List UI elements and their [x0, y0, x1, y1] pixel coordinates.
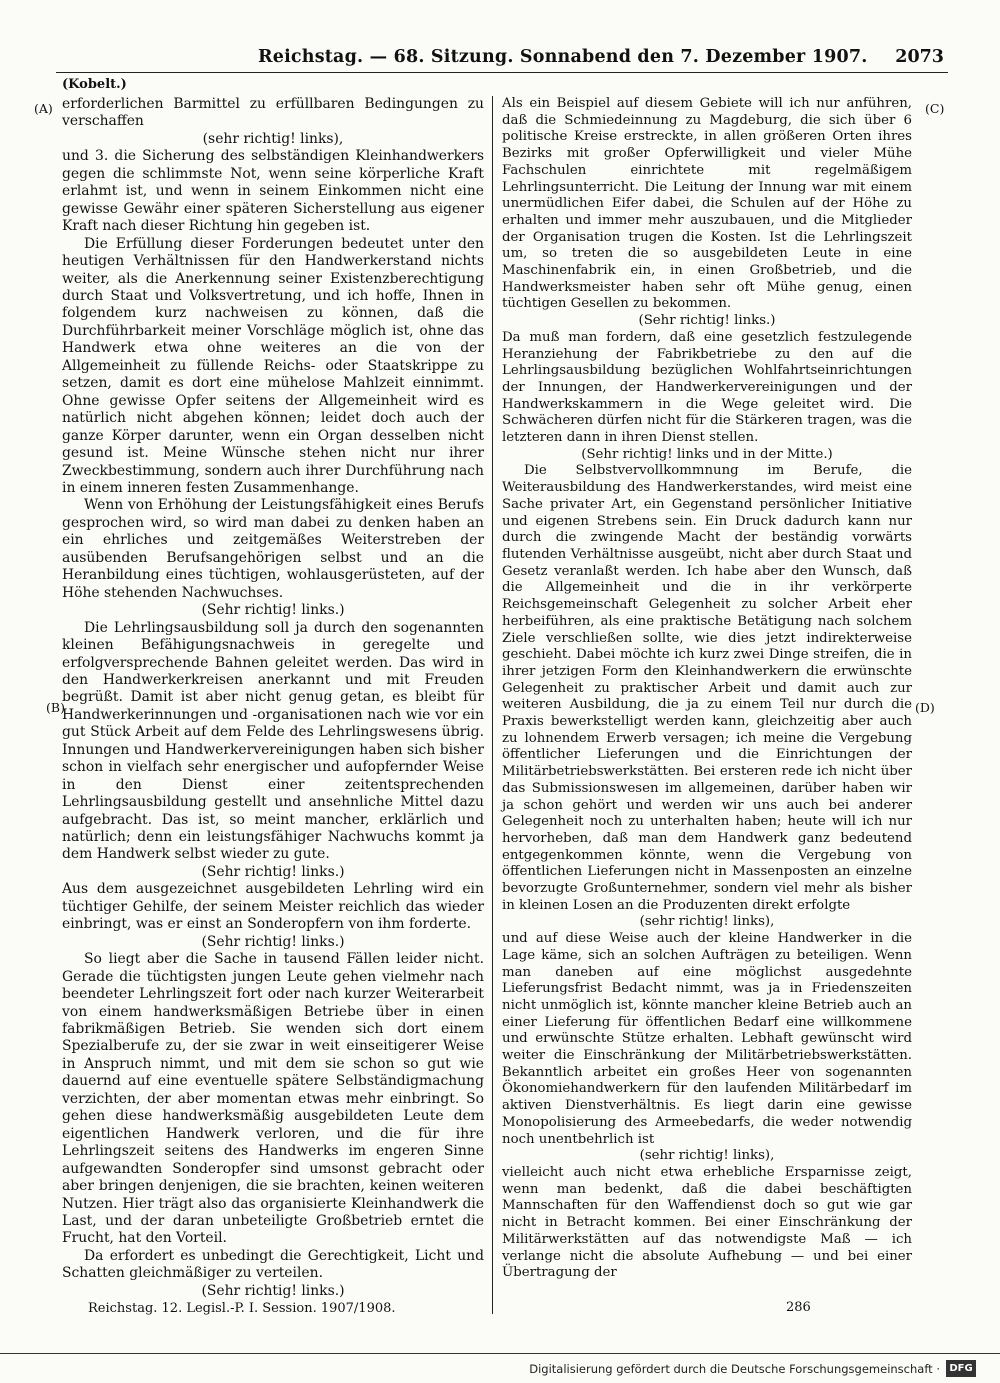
left-text-column [62, 96, 484, 1300]
column-divider [492, 96, 493, 1314]
left-paragraph: So liegt aber die Sache in tausend Fällen leider nicht. Gerade die tüchtigsten jungen Leute gehen vielmehr nach beendeter Lehrlingszeit fort oder nach kurzer Weiterarbeit von einem handwerksmäßigen Betriebe über in einen fabrikmäßigen Betrieb. Sie wenden sich dort einem Spezialberufe zu, der sie zwar in weit einseitigerer Weise in Anspruch nimmt, und mit dem sie schon so gut wie dauernd auf eine eventuelle spätere Selbständigmachung verzichten, der aber momentan etwas mehr einbringt. So gehen diese handwerksmäßig ausgebildeten Leute dem eigentlichen Handwerk verloren, und die für ihre Lehrlingszeit seitens des Handwerks im engeren Sinne aufgewandten Sonderopfer sind umsonst gebracht oder aber bringen denjenigen, die sie brachten, keinen weiteren Nutzen. Hier trägt also das organisierte Kleinhandwerk die Last, und der daran unbeteiligte Großbetrieb erntet die Frucht, hat den Vorteil. [62, 951, 484, 1247]
left-paragraph: Aus dem ausgezeichnet ausgebildeten Lehrling wird ein tüchtiger Gehilfe, der seinem Meister reichlich das wieder einbringt, was er einst an Sonderopfern von ihm forderte. [62, 881, 484, 933]
right-paragraph: Als ein Beispiel auf diesem Gebiete will ich nur anführen, daß die Schmiedeinnung zu Magdeburg, die sich über 6 politische Kreise erstreckte, in allen größeren Orten ihres Bezirks mit großer Opferwilligkeit und vieler Mühe Fachschulen einrichtete mit regelmäßigem Lehrlingsunterricht. Die Leitung der Innung war mit einem unermüdlichen Eifer dabei, die Schulen auf der Höhe zu erhalten und immer mehr auszubauen, und die Mitglieder der Organisation trugen die Kosten. Ist die Lehrlingszeit um, so treten die so ausgebildeten Leute in eine Maschinenfabrik ein, in einen Großbetrieb, und die Handwerksmeister haben sehr oft Mühe genug, einen tüchtigen Gesellen zu bekommen. [502, 96, 912, 312]
page-number: 2073 [895, 47, 944, 67]
right-interjection: (sehr richtig! links), [639, 914, 775, 930]
right-text-column [502, 96, 912, 1282]
left-paragraph: Die Erfüllung dieser Forderungen bedeutet unter den heutigen Verhältnissen für den Handwerkerstand nichts weiter, als die Anerkennung seiner Existenzberechtigung durch Staat und Volksvertretung, und ich hoffe, Ihnen in folgendem kurz nachweisen zu können, daß die Durchführbarkeit meiner Vorschläge möglich ist, ohne das Handwerk etwa ohne weiteres an die von der Allgemeinheit zu füllende Reichs- oder Staatskrippe zu setzen, damit es dort eine mühelose Mahlzeit einnimmt. Ohne gewisse Opfer seitens der Allgemeinheit wird es natürlich nicht abgehen können; leidet doch auch der ganze Körper darunter, wenn ein Organ desselben nicht gesund ist. Meine Wünsche stehen nicht nur ihrer Zweckbestimmung, sondern auch ihrer Durchführung nach in einem inneren festen Zusammenhange. [62, 235, 484, 496]
left-paragraph: und 3. die Sicherung des selbständigen Kleinhandwerkers gegen die schlimmste Not, wenn seine körperliche Kraft erlahmt ist, und wenn in seinem Einkommen nicht eine gewisse Gewähr einer späteren Sicherstellung aus eigener Kraft nach dieser Richtung hin gegeben ist. [62, 148, 484, 235]
right-interjection: (sehr richtig! links), [639, 1148, 775, 1164]
right-paragraph: vielleicht auch nicht etwa erhebliche Ersparnisse zeigt, wenn man bedenkt, daß die dabei beschäftigten Mannschaften für den Waffendienst doch so gut wie gar nicht in Betracht kommen. Bei einer Einschränkung der Militärwerkstätten auf das notwendigste Maß — ich verlange nicht die absolute Aufhebung — und bei einer Übertragung der [502, 1165, 912, 1281]
digitization-credit: Digitalisierung gefördert durch die Deutsche Forschungsgemeinschaft · [529, 1362, 940, 1376]
margin-marker-b: (B) [46, 700, 65, 715]
margin-marker-c: (C) [925, 101, 945, 116]
dfg-logo: DFG [946, 1360, 976, 1377]
left-interjection: (Sehr richtig! links.) [201, 933, 345, 950]
left-paragraph: Da erfordert es unbedingt die Gerechtigkeit, Licht und Schatten gleichmäßiger zu verteilen. [62, 1247, 484, 1282]
right-paragraph: Da muß man fordern, daß eine gesetzlich festzulegende Heranziehung der Fabrikbetriebe zu den auf die Lehrlingsausbildung bezüglichen Wohlfahrtseinrichtungen der Innungen, der Handwerkervereinigungen und der Handwerkskammern in die Wege geleitet wird. Die Schwächeren dürfen nicht für die Stärkeren tragen, was die letzteren dann in ihren Dienst stellen. [502, 329, 912, 446]
right-paragraph: und auf diese Weise auch der kleine Handwerker in die Lage käme, sich an solchen Aufträgen zu beteiligen. Wenn man daneben auf eine möglichst ausgedehnte Lieferungsfrist Bedacht nimmt, was ja in Friedenszeiten nicht unmöglich ist, könnte mancher kleine Betrieb auch an einer Lieferung für öffentlichen Bedarf eine willkommene und erwünschte Stütze erhalten. Lebhaft gewünscht wird weiter die Einschränkung der Militärbetriebswerkstätten. Bekanntlich arbeitet ein großes Heer von sogenannten Ökonomiehandwerkern für den laufenden Militärbedarf im aktiven Dienstverhältnis. Es liegt darin eine gewisse Monopolisierung des Armeebedarfs, die weder notwendig noch unentbehrlich ist [502, 931, 912, 1147]
margin-marker-a: (A) [34, 101, 53, 116]
right-interjection: (Sehr richtig! links.) [638, 313, 776, 329]
left-interjection: (Sehr richtig! links.) [201, 1282, 345, 1299]
right-interjection: (Sehr richtig! links und in der Mitte.) [581, 446, 833, 462]
left-paragraph: Die Lehrlingsausbildung soll ja durch den sogenannten kleinen Befähigungsnachweis in geregelte und erfolgversprechende Bahnen geleitet werden. Das wird in den Handwerkerkreisen anerkannt und mit Freuden begrüßt. Damit ist aber nicht genug getan, es bleibt für Handwerkerinnungen und -organisationen nach wie vor ein gut Stück Arbeit auf dem Felde des Lehrlingswesens übrig. Innungen und Handwerkervereinigungen haben sich bisher schon in vielfach sehr energischer und aufopfernder Weise in den Dienst einer zeitentsprechenden Lehrlingsausbildung gestellt und ansehnliche Mittel dazu aufgebracht. Das ist, so meint mancher, erklärlich und natürlich; denn ein leistungsfähiger Nachwuchs kommt ja dem Handwerk selbst wieder zu gute. [62, 619, 484, 863]
left-paragraph: erforderlichen Barmittel zu erfüllbaren Bedingungen zu verschaffen [62, 96, 484, 130]
session-info: Reichstag. 12. Legisl.-P. I. Session. 1907/1908. [88, 1301, 396, 1316]
margin-marker-d: (D) [915, 700, 935, 715]
left-paragraph: Wenn von Erhöhung der Leistungsfähigkeit eines Berufs gesprochen wird, so wird man dabei zu denken haben an ein ehrliches und zeitgemäßes Weiterstreben der ausübenden Berufsangehörigen selbst und an die Heranbildung eines tüchtigen, wohlausgerüsteten, auf der Höhe stehenden Nachwuchses. [62, 497, 484, 601]
left-interjection: (Sehr richtig! links.) [201, 863, 345, 880]
left-interjection: (sehr richtig! links), [202, 130, 344, 147]
left-interjection: (Sehr richtig! links.) [201, 602, 345, 619]
sheet-number: 286 [786, 1300, 811, 1315]
right-paragraph: Die Selbstvervollkommnung im Berufe, die Weiterausbildung des Handwerkerstandes, wird meist eine Sache privater Art, ein Gegenstand persönlicher Initiative und eigenen Strebens sein. Ein Druck dadurch kann nur durch die zwingende Macht der beständig vorwärts flutenden Verhältnisse ausgeübt, nicht aber durch Staat und Gesetz veranlaßt werden. Ich habe aber den Wunsch, daß die Allgemeinheit und die in ihr verkörperte Reichsgemeinschaft Gelegenheit zu solcher Arbeit eher herbeiführen, als eine praktische Betätigung nach solchem Ziele verschließen sollte, wie dies jetzt indirekterweise geschieht. Dabei möchte ich kurz zwei Dinge streifen, die in ihrer jetzigen Form den Kleinhandwerkern die erwünschte Gelegenheit zu praktischer Arbeit und damit auch zur weiteren Ausbildung, die ja zu einem Teil nur durch die Praxis bewerkstelligt werden kann, gleichzeitig aber auch zu lohnendem Erwerb versagen; ich meine die Vergebung öffentlicher Lieferungen und die Einrichtungen der Militärbetriebswerkstätten. Bei ersteren rede ich nicht über das Submissionswesen im allgemeinen, darüber haben wir ja schon gehört und werden wir uns auch bei anderer Gelegenheit noch zu unterhalten haben; heute will ich nur hervorheben, daß man dem Handwerk ganz bedeutend entgegenkommen könnte, wenn die Vergebung von öffentlichen Lieferungen nicht in Massenposten an einzelne bevorzugte Großunternehmer, sondern viel mehr als bisher in kleinen Losen an die Produzenten direkt erfolgte [502, 463, 912, 913]
running-title: Reichstag. — 68. Sitzung. Sonnabend den 7. Dezember 1907. [258, 47, 868, 67]
speaker-name: (Kobelt.) [62, 77, 127, 92]
header-rule [56, 72, 948, 73]
footer-rule [0, 1353, 1000, 1354]
